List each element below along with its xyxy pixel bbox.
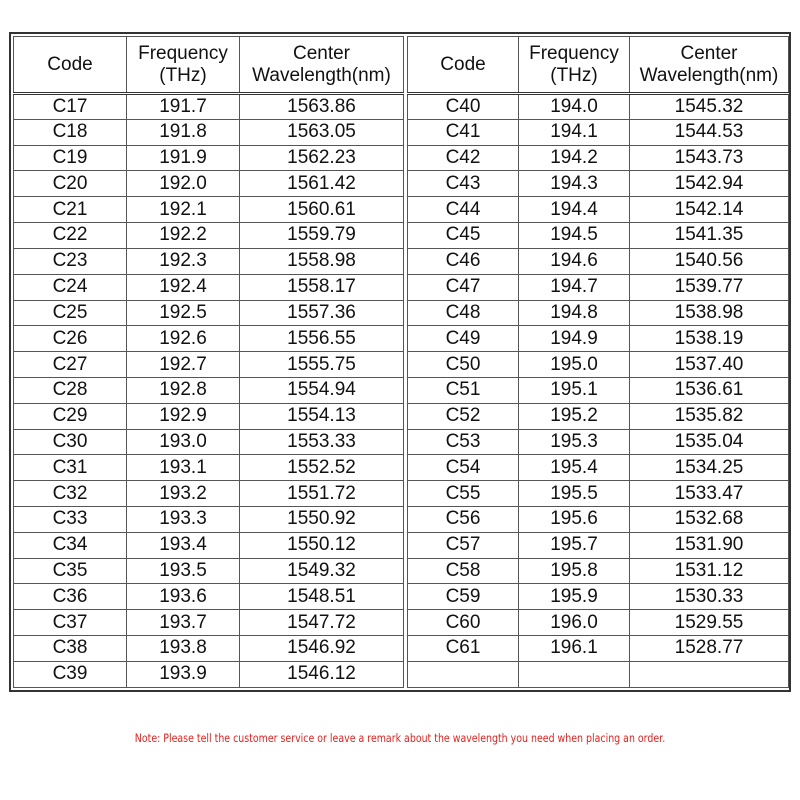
channel-code-cell: C56 [408,507,519,533]
channel-table-left [13,36,404,688]
header-wavelength [630,37,789,94]
wavelength-cell: 1529.55 [630,610,789,636]
channel-table-left-body [14,94,404,688]
frequency-cell: 194.9 [519,326,630,352]
frequency-cell: 192.0 [127,171,240,197]
channel-code-cell: C31 [14,455,127,481]
wavelength-cell: 1532.68 [630,507,789,533]
channel-code-cell: C48 [408,300,519,326]
frequency-cell: 192.9 [127,403,240,429]
table-row [14,455,404,481]
frequency-cell: 194.8 [519,300,630,326]
channel-code-cell: C25 [14,300,127,326]
wavelength-cell: 1561.42 [240,171,404,197]
wavelength-cell: 1549.32 [240,558,404,584]
table-row [408,558,789,584]
channel-code-cell: C23 [14,248,127,274]
header-wavelength-line1: Center [292,42,351,64]
channel-code-cell: C17 [14,94,127,120]
frequency-cell: 195.1 [519,377,630,403]
channel-code-cell: C45 [408,223,519,249]
channel-code-cell: C28 [14,377,127,403]
channel-code-cell: C30 [14,429,127,455]
frequency-cell: 193.5 [127,558,240,584]
header-code: Code [408,37,519,94]
wavelength-cell: 1528.77 [630,636,789,662]
table-row [408,248,789,274]
channel-code-cell: C51 [408,377,519,403]
wavelength-cell: 1538.19 [630,326,789,352]
table-row [14,403,404,429]
table-row [408,455,789,481]
frequency-cell: 193.9 [127,661,240,687]
wavelength-cell: 1540.56 [630,248,789,274]
channel-code-cell: C43 [408,171,519,197]
table-row [14,326,404,352]
table-row [14,377,404,403]
table-row [408,661,789,687]
table-row [408,377,789,403]
channel-code-cell: C38 [14,636,127,662]
empty-cell [630,661,789,687]
header-wavelength-line2: Wavelength(nm) [639,64,779,86]
frequency-cell: 196.1 [519,636,630,662]
frequency-cell: 193.8 [127,636,240,662]
channel-code-cell: C20 [14,171,127,197]
header-frequency-line1: Frequency [138,42,228,64]
frequency-cell: 195.5 [519,481,630,507]
table-row [408,429,789,455]
wavelength-cell: 1530.33 [630,584,789,610]
frequency-cell: 195.2 [519,403,630,429]
header-frequency-line1: Frequency [529,42,619,64]
channel-code-cell: C24 [14,274,127,300]
wavelength-cell: 1545.32 [630,94,789,120]
wavelength-cell: 1557.36 [240,300,404,326]
wavelength-cell: 1546.92 [240,636,404,662]
frequency-cell: 194.4 [519,197,630,223]
wavelength-cell: 1552.52 [240,455,404,481]
channel-code-cell: C21 [14,197,127,223]
channel-code-cell: C57 [408,532,519,558]
table-row [408,481,789,507]
channel-code-cell: C42 [408,145,519,171]
frequency-cell: 193.4 [127,532,240,558]
header-row [408,37,789,94]
channel-table-right-body [408,94,789,688]
channel-code-cell: C50 [408,352,519,378]
wavelength-cell: 1536.61 [630,377,789,403]
channel-code-cell: C52 [408,403,519,429]
table-row [14,532,404,558]
frequency-cell: 191.8 [127,119,240,145]
wavelength-cell: 1563.05 [240,119,404,145]
channel-code-cell: C55 [408,481,519,507]
wavelength-cell: 1542.14 [630,197,789,223]
frequency-cell: 196.0 [519,610,630,636]
header-wavelength-line2: Wavelength(nm) [252,64,391,86]
wavelength-cell: 1535.82 [630,403,789,429]
table-row [14,248,404,274]
wavelength-cell: 1544.53 [630,119,789,145]
wavelength-cell: 1534.25 [630,455,789,481]
table-row [408,352,789,378]
table-row [14,352,404,378]
empty-cell [519,661,630,687]
table-row [14,171,404,197]
header-code: Code [14,37,127,94]
wavelength-cell: 1547.72 [240,610,404,636]
frequency-cell: 192.7 [127,352,240,378]
table-row [408,197,789,223]
channel-code-cell: C29 [14,403,127,429]
channel-table-right [407,36,789,688]
channel-code-cell: C22 [14,223,127,249]
channel-code-cell: C33 [14,507,127,533]
channel-code-cell: C37 [14,610,127,636]
header-wavelength-line1: Center [680,42,738,64]
frequency-cell: 194.2 [519,145,630,171]
frequency-cell: 194.5 [519,223,630,249]
table-row [14,507,404,533]
channel-code-cell: C44 [408,197,519,223]
header-wavelength [240,37,404,94]
wavelength-cell: 1558.98 [240,248,404,274]
frequency-cell: 192.4 [127,274,240,300]
frequency-cell: 192.6 [127,326,240,352]
table-row [14,661,404,687]
wavelength-cell: 1533.47 [630,481,789,507]
frequency-cell: 195.8 [519,558,630,584]
frequency-cell: 191.9 [127,145,240,171]
frequency-cell: 195.9 [519,584,630,610]
table-row [408,223,789,249]
table-row [14,584,404,610]
table-row [408,119,789,145]
wavelength-cell: 1539.77 [630,274,789,300]
wavelength-cell: 1531.90 [630,532,789,558]
wavelength-cell: 1554.13 [240,403,404,429]
table-row [408,532,789,558]
frequency-cell: 192.1 [127,197,240,223]
table-row [14,636,404,662]
channel-code-cell: C58 [408,558,519,584]
table-row [14,94,404,120]
order-note: Note: Please tell the customer service or leave a remark about the wavelength you need when placing an order. [134,731,666,745]
table-row [408,507,789,533]
table-row [408,326,789,352]
frequency-cell: 193.0 [127,429,240,455]
table-row [14,274,404,300]
wavelength-cell: 1555.75 [240,352,404,378]
channel-code-cell: C36 [14,584,127,610]
table-row [14,223,404,249]
frequency-cell: 193.3 [127,507,240,533]
wavelength-cell: 1558.17 [240,274,404,300]
channel-code-cell: C27 [14,352,127,378]
table-row [408,300,789,326]
wavelength-cell: 1541.35 [630,223,789,249]
channel-code-cell: C35 [14,558,127,584]
channel-code-cell: C60 [408,610,519,636]
frequency-cell: 192.8 [127,377,240,403]
channel-code-cell: C40 [408,94,519,120]
wavelength-cell: 1538.98 [630,300,789,326]
wavelength-cell: 1542.94 [630,171,789,197]
frequency-cell: 192.5 [127,300,240,326]
channel-code-cell: C49 [408,326,519,352]
wavelength-cell: 1546.12 [240,661,404,687]
wavelength-cell: 1554.94 [240,377,404,403]
channel-code-cell: C46 [408,248,519,274]
wavelength-cell: 1562.23 [240,145,404,171]
wavelength-cell: 1551.72 [240,481,404,507]
table-row [408,610,789,636]
frequency-cell: 195.7 [519,532,630,558]
table-row [14,300,404,326]
table-row [408,636,789,662]
wavelength-cell: 1550.12 [240,532,404,558]
wavelength-cell: 1535.04 [630,429,789,455]
wavelength-cell: 1560.61 [240,197,404,223]
table-row [14,145,404,171]
wavelength-cell: 1559.79 [240,223,404,249]
frequency-cell: 193.6 [127,584,240,610]
table-row [408,403,789,429]
channel-table-frame [9,32,791,692]
frequency-cell: 194.6 [519,248,630,274]
frequency-cell: 191.7 [127,94,240,120]
table-row [14,119,404,145]
channel-code-cell: C61 [408,636,519,662]
frequency-cell: 194.1 [519,119,630,145]
frequency-cell: 193.2 [127,481,240,507]
frequency-cell: 193.7 [127,610,240,636]
header-frequency-line2: (THz) [550,64,598,86]
wavelength-cell: 1531.12 [630,558,789,584]
header-row [14,37,404,94]
channel-code-cell: C32 [14,481,127,507]
frequency-cell: 195.0 [519,352,630,378]
channel-code-cell: C41 [408,119,519,145]
table-row [408,145,789,171]
frequency-cell: 192.3 [127,248,240,274]
header-frequency-line2: (THz) [159,64,207,86]
header-frequency [519,37,630,94]
table-row [14,197,404,223]
channel-code-cell: C18 [14,119,127,145]
channel-code-cell: C47 [408,274,519,300]
table-row [14,610,404,636]
table-row [14,558,404,584]
table-row [408,584,789,610]
channel-code-cell: C39 [14,661,127,687]
channel-code-cell: C54 [408,455,519,481]
wavelength-cell: 1550.92 [240,507,404,533]
frequency-cell: 193.1 [127,455,240,481]
wavelength-cell: 1537.40 [630,352,789,378]
channel-code-cell: C53 [408,429,519,455]
frequency-cell: 194.7 [519,274,630,300]
table-row [14,481,404,507]
frequency-cell: 192.2 [127,223,240,249]
frequency-cell: 195.6 [519,507,630,533]
wavelength-cell: 1548.51 [240,584,404,610]
table-row [408,94,789,120]
table-row [408,171,789,197]
wavelength-cell: 1543.73 [630,145,789,171]
channel-code-cell: C19 [14,145,127,171]
channel-code-cell: C34 [14,532,127,558]
frequency-cell: 194.3 [519,171,630,197]
wavelength-cell: 1563.86 [240,94,404,120]
frequency-cell: 194.0 [519,94,630,120]
frequency-cell: 195.4 [519,455,630,481]
wavelength-cell: 1556.55 [240,326,404,352]
frequency-cell: 195.3 [519,429,630,455]
wavelength-cell: 1553.33 [240,429,404,455]
channel-code-cell: C59 [408,584,519,610]
header-frequency [127,37,240,94]
empty-cell [408,661,519,687]
table-row [14,429,404,455]
channel-code-cell: C26 [14,326,127,352]
table-row [408,274,789,300]
